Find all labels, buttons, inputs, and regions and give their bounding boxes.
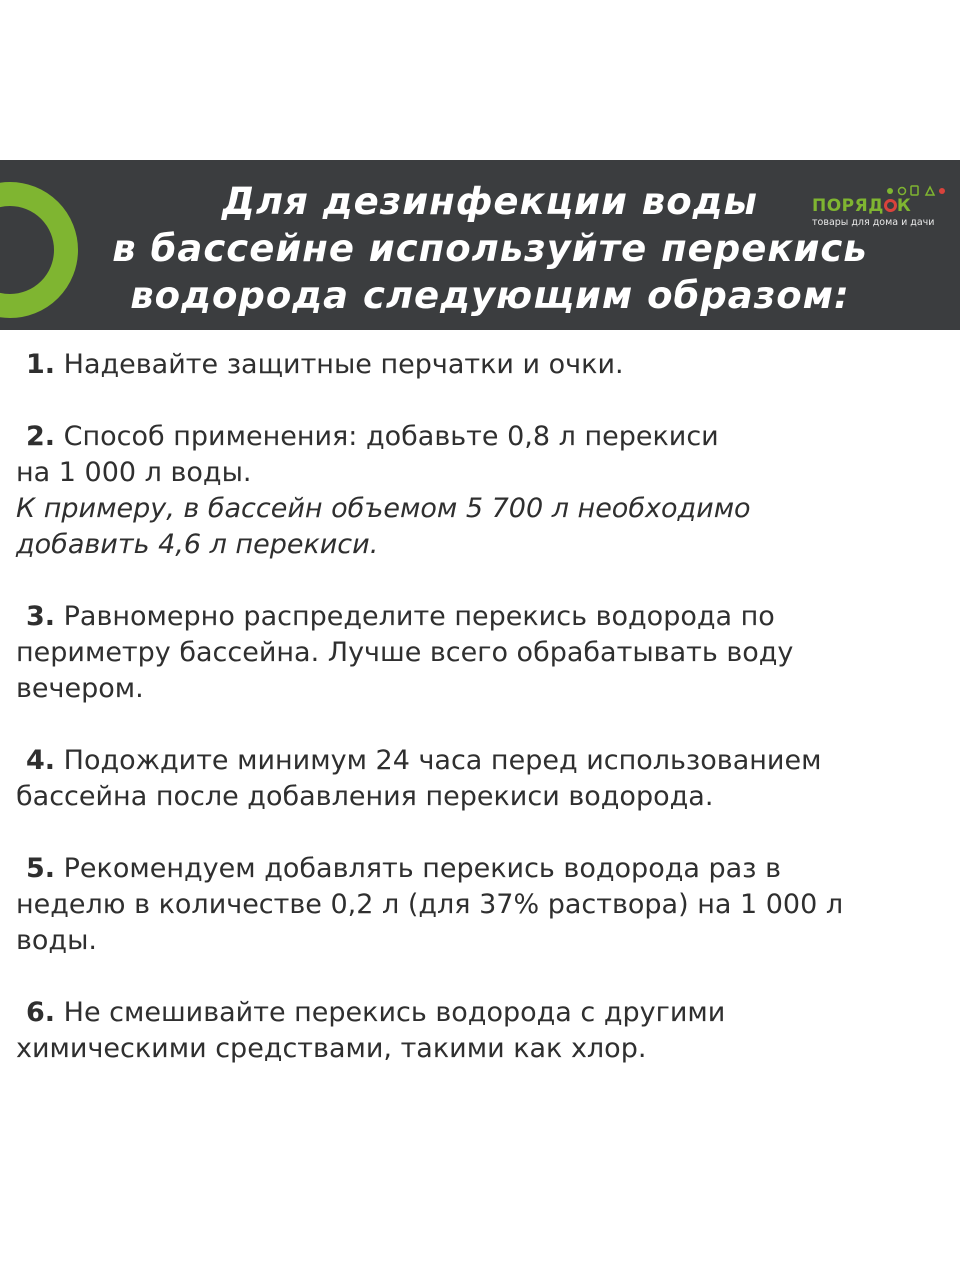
instruction-step: [16, 419, 946, 563]
header-banner: [0, 160, 960, 330]
logo-tagline: товары для дома и дачи: [812, 217, 935, 228]
step-text: Подождите минимум 24 часа перед использованием бассейна после добавления перекиси водорода.: [16, 745, 822, 812]
instructions-list: [16, 347, 946, 1103]
step-number: 1.: [26, 349, 56, 380]
logo-o-ring-icon: [884, 199, 897, 212]
logo-name: ПОРЯД К: [812, 196, 912, 216]
brand-logo: [806, 182, 954, 232]
step-number: 6.: [26, 997, 56, 1028]
instruction-step: [16, 851, 946, 959]
step-number: 4.: [26, 745, 56, 776]
step-number: 3.: [26, 601, 56, 632]
instruction-step: [16, 599, 946, 707]
instruction-step: [16, 347, 946, 383]
step-example: К примеру, в бассейн объемом 5 700 л необходимо добавить 4,6 л перекиси.: [16, 493, 751, 560]
step-number: 5.: [26, 853, 56, 884]
instruction-step: [16, 995, 946, 1067]
step-text: Не смешивайте перекись водорода с другими химическими средствами, такими как хлор.: [16, 997, 726, 1064]
step-text: Способ применения: добавьте 0,8 л перекиси на 1 000 л воды.: [16, 421, 719, 488]
instruction-step: [16, 743, 946, 815]
step-text: Равномерно распределите перекись водорода по периметру бассейна. Лучше всего обрабатывать воду вечером.: [16, 601, 794, 704]
green-arc-decoration: [0, 180, 80, 320]
banner-title: Для дезинфекции воды в бассейне используйте перекись водорода следующим образом:: [112, 180, 868, 317]
step-text: Надевайте защитные перчатки и очки.: [63, 349, 624, 380]
step-number: 2.: [26, 421, 56, 452]
step-text: Рекомендуем добавлять перекись водорода раз в неделю в количестве 0,2 л (для 37% раствора) на 1 000 л воды.: [16, 853, 844, 956]
